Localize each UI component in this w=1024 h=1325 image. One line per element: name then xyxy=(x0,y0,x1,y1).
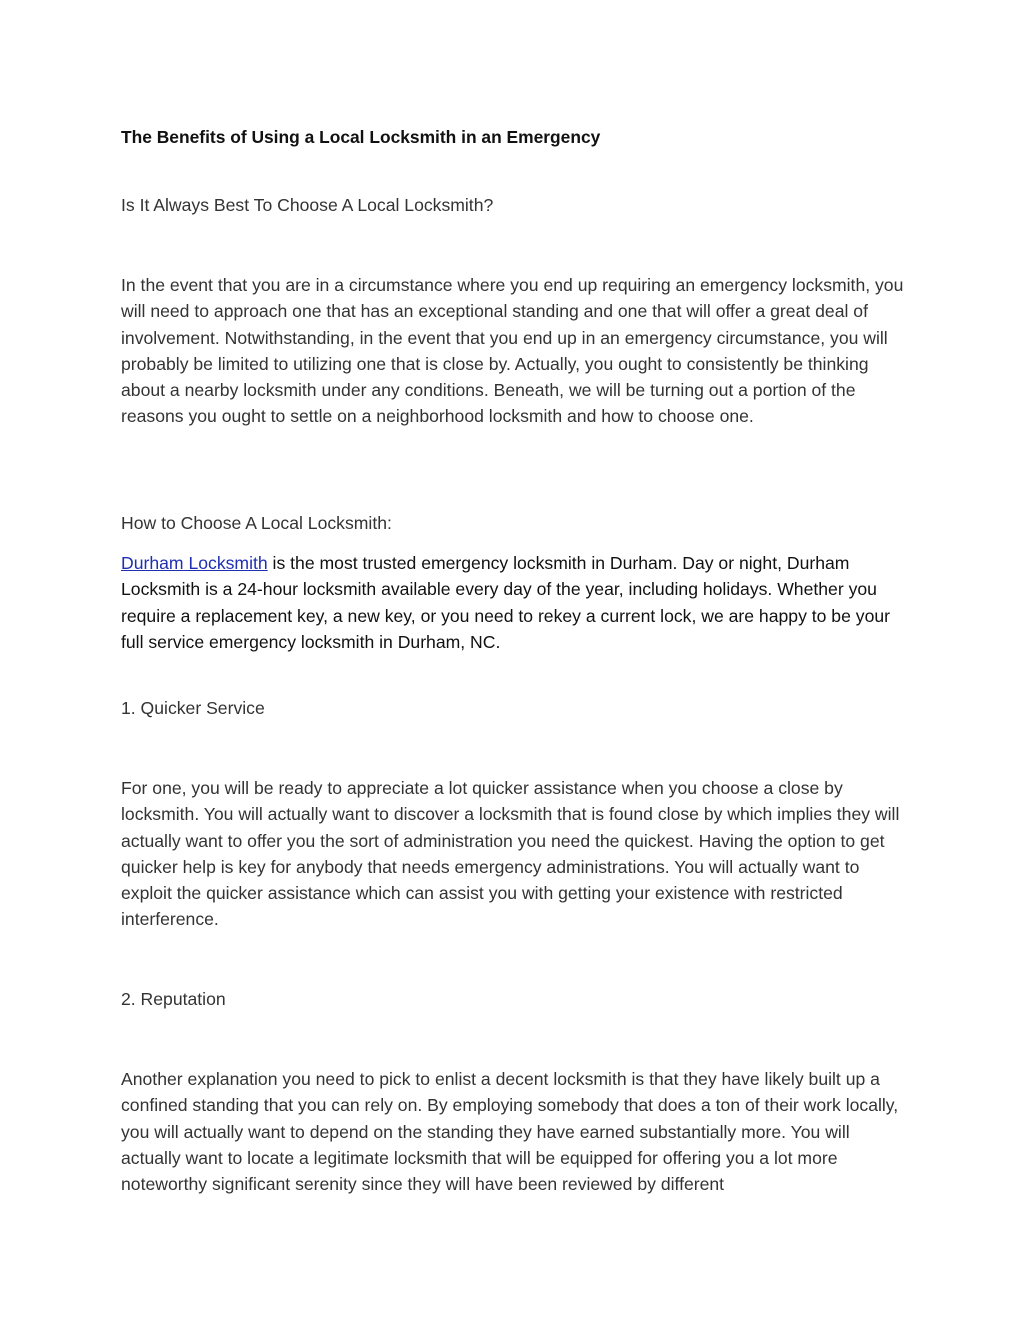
document-title: The Benefits of Using a Local Locksmith in an Emergency xyxy=(121,127,601,147)
section-2-heading: 2. Reputation xyxy=(121,989,226,1009)
durham-locksmith-link[interactable]: Durham Locksmith xyxy=(121,553,268,573)
durham-paragraph-text: is the most trusted emergency locksmith in Durham. Day or night, Durham Locksmith is a 24-hour locksmith available every day of the year, including holidays. Whether you require a replacement key, a new key, or you need to rekey a current lock, we are happy to be your full service emergency locksmith in Durham, NC. xyxy=(121,553,890,652)
section-2-paragraph: Another explanation you need to pick to enlist a decent locksmith is that they have likely built up a confined standing that you can rely on. By employing somebody that does a ton of their work locally, you will actually want to depend on the standing they have earned substantially more. You will actually want to locate a legitimate locksmith that will be equipped for offering you a lot more noteworthy significant serenity since they will have been reviewed by different xyxy=(121,1069,899,1195)
section-1-heading: 1. Quicker Service xyxy=(121,698,265,718)
section-1-paragraph: For one, you will be ready to appreciate a lot quicker assistance when you choose a close by locksmith. You will actually want to discover a locksmith that is found close by which implies they will actually want to offer you the sort of administration you need the quickest. Having the option to get quicker help is key for anybody that needs emergency administrations. You will actually want to exploit the quicker assistance which can assist you with getting your existence with restricted interference. xyxy=(121,778,900,930)
subheading-how-to-choose: How to Choose A Local Locksmith: xyxy=(121,513,392,533)
durham-paragraph xyxy=(121,550,911,655)
subheading-choose-local: Is It Always Best To Choose A Local Locksmith? xyxy=(121,195,494,215)
intro-paragraph: In the event that you are in a circumstance where you end up requiring an emergency locksmith, you will need to approach one that has an exceptional standing and one that will offer a great deal of involvement. Notwithstanding, in the event that you end up in an emergency circumstance, you will probably be limited to utilizing one that is close by. Actually, you ought to consistently be thinking about a nearby locksmith under any conditions. Beneath, we will be turning out a portion of the reasons you ought to settle on a neighborhood locksmith and how to choose one. xyxy=(121,275,904,427)
